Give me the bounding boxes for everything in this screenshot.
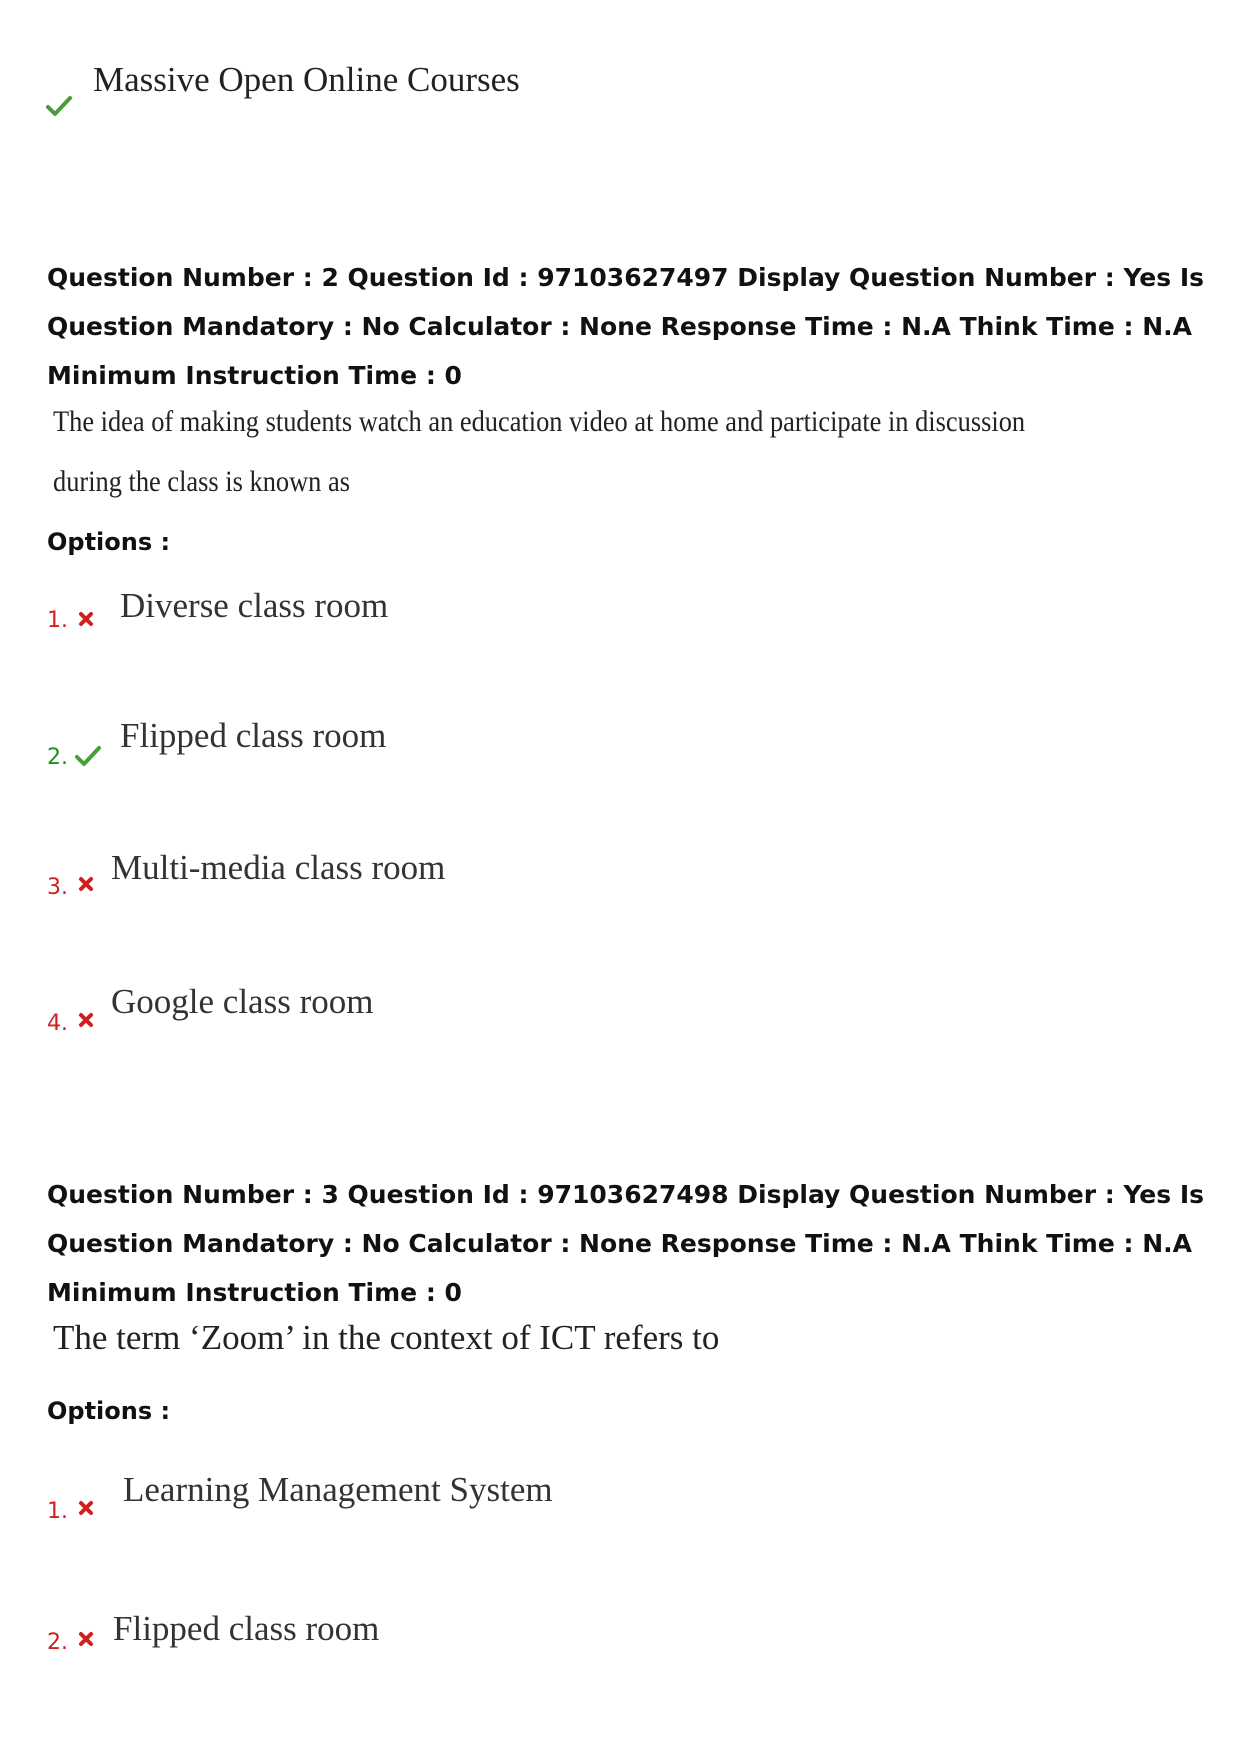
- cross-icon: [78, 1012, 94, 1028]
- q3-option-1-text: Learning Management System: [123, 1470, 553, 1509]
- question-3-stem-line-1: The term ‘Zoom’ in the context of ICT refers to: [53, 1318, 720, 1357]
- question-2-header: Question Number : 2 Question Id : 97103627497 Display Question Number : Yes Is Question Mandatory : No Calculator : None Response Time : N.A Think Time : N.A Minimum Instruction Time : 0: [47, 263, 1205, 390]
- question-2-stem-line-2: during the class is known as: [53, 465, 350, 498]
- question-3-header: Question Number : 3 Question Id : 97103627498 Display Question Number : Yes Is Question Mandatory : No Calculator : None Response Time : N.A Think Time : N.A Minimum Instruction Time : 0: [47, 1180, 1205, 1307]
- q2-option-4-number: 4.: [47, 1011, 68, 1036]
- q2-option-3-text: Multi-media class room: [111, 848, 446, 887]
- q2-option-2-number: 2.: [47, 745, 68, 770]
- cross-icon: [78, 611, 94, 627]
- question-3-options-label: Options :: [47, 1397, 171, 1425]
- question-2-stem-line-1: The idea of making students watch an education video at home and participate in discussion: [53, 405, 1026, 438]
- q2-option-4-text: Google class room: [111, 982, 374, 1021]
- cross-icon: [78, 876, 94, 892]
- check-icon: [75, 745, 101, 767]
- cross-icon: [78, 1500, 94, 1516]
- q3-option-2-number: 2.: [47, 1630, 68, 1655]
- top-answer-text: Massive Open Online Courses: [93, 60, 520, 99]
- cross-icon: [78, 1631, 94, 1647]
- check-icon: [46, 95, 72, 117]
- question-2-options-label: Options :: [47, 528, 171, 556]
- q2-option-3-number: 3.: [47, 875, 68, 900]
- q3-option-2-text: Flipped class room: [113, 1609, 380, 1648]
- q2-option-1-text: Diverse class room: [120, 586, 389, 625]
- q2-option-1-number: 1.: [47, 608, 68, 633]
- q3-option-1-number: 1.: [47, 1499, 68, 1524]
- q2-option-2-text: Flipped class room: [120, 716, 387, 755]
